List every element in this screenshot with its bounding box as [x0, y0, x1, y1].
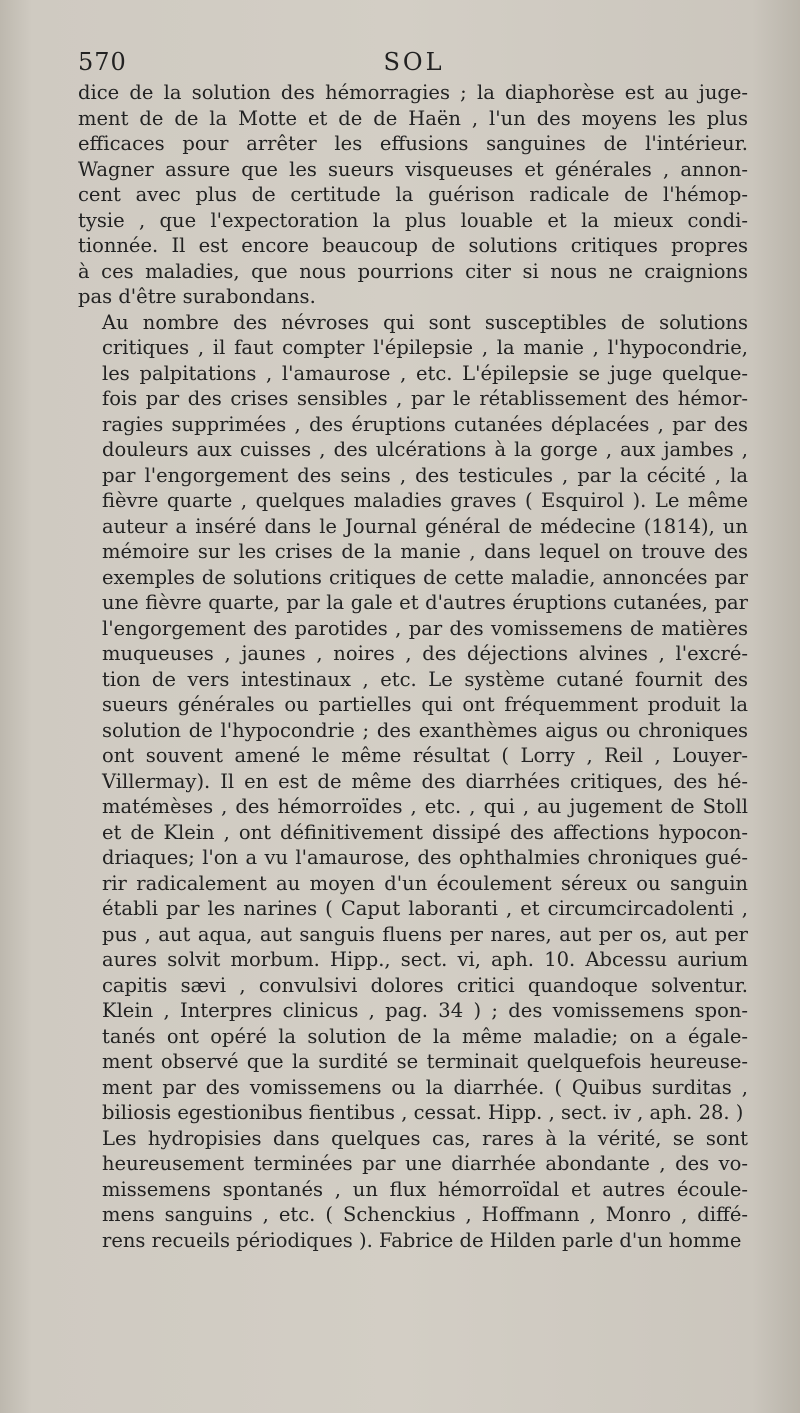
- text-line: ment observé que la surdité se terminait quelquefois heureuse-: [102, 1050, 748, 1073]
- text-line: auteur a inséré dans le Journal général de médecine (1814), un: [102, 514, 748, 538]
- text-line: Klein , Interpres clinicus , pag. 34 ) ; des vomissemens spon-: [102, 999, 748, 1022]
- text-line: driaques; l'on a vu l'amaurose, des ophthalmies chroniques gué-: [102, 846, 748, 869]
- text-line: l'engorgement des parotides , par des vomissemens de matières: [102, 616, 748, 640]
- text-line: solution de l'hypocondrie ; des exanthèmes aigus ou chroniques: [102, 718, 748, 742]
- paragraph: [78, 310, 748, 1126]
- text-line: mémoire sur les crises de la manie , dans lequel on trouve des: [102, 540, 748, 563]
- text-line: les palpitations , l'amaurose , etc. L'épilepsie se juge quelque-: [102, 361, 748, 385]
- text-line: Villermay). Il en est de même des diarrhées critiques, des hé-: [102, 769, 748, 793]
- text-line: rir radicalement au moyen d'un écoulement séreux ou sanguin: [102, 871, 748, 895]
- text-line: aures solvit morbum. Hipp., sect. vi, aph. 10. Abcessu aurium: [102, 948, 748, 971]
- text-line: critiques , il faut compter l'épilepsie , la manie , l'hypocondrie,: [102, 336, 748, 359]
- text-line: heureusement terminées par une diarrhée abondante , des vo-: [102, 1152, 748, 1175]
- text-line: ont souvent amené le même résultat ( Lorry , Reil , Louyer-: [102, 744, 748, 767]
- text-line: muqueuses , jaunes , noires , des déjections alvines , l'excré-: [102, 642, 748, 665]
- text-line: une fièvre quarte, par la gale et d'autres éruptions cutanées, par: [102, 591, 748, 614]
- text-line: efficaces pour arrêter les effusions sanguines de l'intérieur.: [78, 132, 748, 155]
- text-line: ragies supprimées , des éruptions cutanées déplacées , par des: [102, 412, 748, 436]
- text-line: ment de de la Motte et de de Haën , l'un des moyens les plus: [78, 106, 748, 130]
- text-line: tanés ont opéré la solution de la même maladie; on a égale-: [102, 1024, 748, 1048]
- text-line: matémèses , des hémorroïdes , etc. , qui , au jugement de Stoll: [102, 795, 748, 818]
- running-head: SOL: [383, 48, 445, 76]
- text-line: sueurs générales ou partielles qui ont fréquemment produit la: [102, 693, 748, 716]
- text-line: ment par des vomissemens ou la diarrhée. ( Quibus surditas ,: [102, 1075, 748, 1099]
- text-line: établi par les narines ( Caput laboranti , et circumcircadolenti ,: [102, 897, 748, 920]
- text-line: par l'engorgement des seins , des testicules , par la cécité , la: [102, 463, 748, 487]
- text-line: pas d'être surabondans.: [78, 285, 316, 308]
- page-header: [78, 46, 750, 84]
- text-line: fièvre quarte , quelques maladies graves ( Esquirol ). Le même: [102, 489, 748, 512]
- text-line: cent avec plus de certitude la guérison radicale de l'hémop-: [78, 183, 748, 206]
- text-line: missemens spontanés , un flux hémorroïdal et autres écoule-: [102, 1177, 748, 1201]
- text-line: rens recueils périodiques ). Fabrice de Hilden parle d'un homme: [102, 1228, 742, 1252]
- text-line: Au nombre des névroses qui sont susceptibles de solutions: [102, 310, 748, 334]
- text-line: fois par des crises sensibles , par le rétablissement des hémor-: [102, 387, 748, 410]
- paragraph: [78, 80, 748, 310]
- text-line: tysie , que l'expectoration la plus louable et la mieux condi-: [78, 208, 748, 232]
- text-line: Wagner assure que les sueurs visqueuses et générales , annon-: [78, 157, 748, 181]
- text-line: et de Klein , ont définitivement dissipé des affections hypocon-: [102, 820, 748, 844]
- text-line: exemples de solutions critiques de cette maladie, annoncées par: [102, 565, 748, 589]
- text-line: pus , aut aqua, aut sanguis fluens per nares, aut per os, aut per: [102, 922, 748, 946]
- text-line: biliosis egestionibus fientibus , cessat. Hipp. , sect. iv , aph. 28. ): [102, 1101, 744, 1124]
- text-line: tion de vers intestinaux , etc. Le système cutané fournit des: [102, 667, 748, 691]
- body-text: [78, 80, 748, 1253]
- text-line: Les hydropisies dans quelques cas, rares à la vérité, se sont: [102, 1126, 748, 1150]
- page-number: 570: [78, 48, 127, 76]
- text-line: dice de la solution des hémorragies ; la diaphorèse est au juge-: [78, 81, 748, 104]
- text-line: à ces maladies, que nous pourrions citer si nous ne craignions: [78, 259, 748, 283]
- text-line: douleurs aux cuisses , des ulcérations à la gorge , aux jambes ,: [102, 438, 748, 461]
- text-line: mens sanguins , etc. ( Schenckius , Hoffmann , Monro , diffé-: [102, 1203, 748, 1226]
- paragraph: [78, 1126, 748, 1254]
- text-line: capitis sævi , convulsivi dolores critici quandoque solventur.: [102, 973, 748, 997]
- text-line: tionnée. Il est encore beaucoup de solutions critiques propres: [78, 234, 748, 257]
